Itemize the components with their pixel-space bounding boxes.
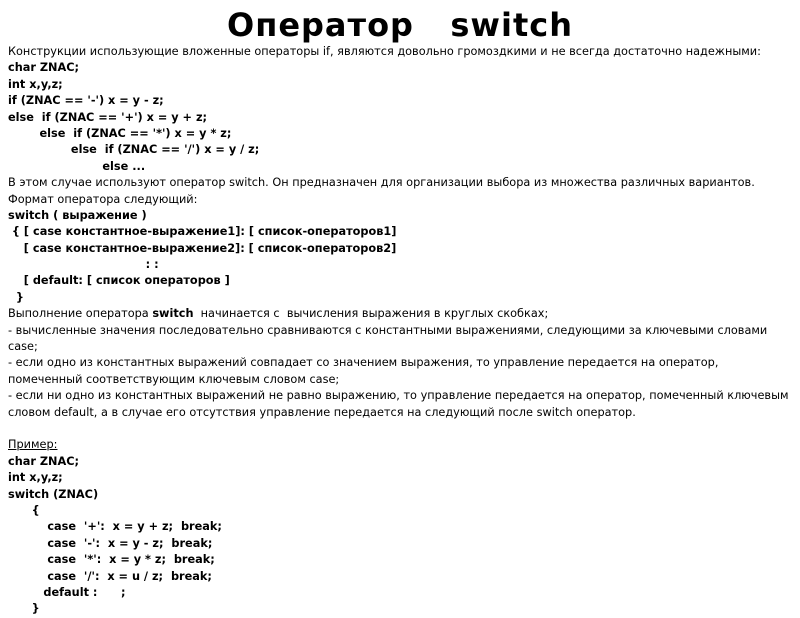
code-line: case '+': x = y + z; break;: [8, 520, 222, 534]
code-line: else if (ZNAC == '*') x = y * z;: [8, 126, 232, 140]
code-line: case '/': x = u / z; break;: [8, 569, 212, 583]
code-line: default : ;: [8, 585, 126, 599]
code-line: switch (ZNAC): [8, 487, 99, 501]
code-line: case '-': x = y - z; break;: [8, 536, 213, 550]
code-line: }: [8, 602, 40, 616]
code-line: else if (ZNAC == '/') x = y / z;: [8, 143, 260, 157]
syntax-line: : :: [8, 258, 159, 272]
nested-if-code: [8, 60, 794, 175]
syntax-line: [ case константное-выражение2]: [ список-операторов2]: [8, 241, 397, 255]
switch-syntax: [8, 208, 794, 306]
syntax-line: }: [8, 290, 24, 304]
syntax-line: [ default: [ список операторов ]: [8, 274, 230, 288]
switch-intro-text: В этом случае используют оператор switch. Он предназначен для организации выбора из множества различных вариантов.: [8, 176, 755, 190]
code-line: else if (ZNAC == '+') x = y + z;: [8, 110, 208, 124]
code-line: char ZNAC;: [8, 454, 80, 468]
code-line: if (ZNAC == '-') x = y - z;: [8, 94, 164, 108]
exec-keyword: switch: [152, 307, 194, 321]
intro-text: Конструкции использующие вложенные операторы if, являются довольно громоздкими и не всегда достаточно надежными:: [8, 45, 761, 58]
bullet-item: - если ни одно из константных выражений не равно выражению, то управление передается на оператор, помеченный ключевым словом default, а в случае его отсутствия управление передается на следующий после switch оператор.: [8, 389, 789, 419]
slide-title: Оператор switch: [227, 6, 573, 44]
syntax-line: switch ( выражение ): [8, 208, 147, 222]
code-line: case '*': x = y * z; break;: [8, 553, 215, 567]
exec-prefix: Выполнение оператора: [8, 307, 153, 321]
execution-description: [8, 306, 794, 322]
code-line: {: [8, 504, 40, 518]
code-line: int x,y,z;: [8, 77, 63, 91]
code-line: char ZNAC;: [8, 61, 80, 75]
spacer: [8, 421, 794, 437]
exec-suffix: начинается с вычисления выражения в круглых скобках;: [193, 307, 549, 321]
slide-body: [8, 44, 794, 618]
syntax-line: { [ case константное-выражение1]: [ список-операторов1]: [8, 225, 397, 239]
bullet-item: - если одно из константных выражений совпадает со значением выражения, то управление передается на оператор, помеченный соответствующим ключевым словом case;: [8, 356, 719, 386]
code-line: else ...: [8, 159, 146, 173]
example-code: [8, 454, 794, 618]
example-label: Пример:: [8, 438, 58, 452]
code-line: int x,y,z;: [8, 471, 63, 485]
format-label: Формат оператора следующий:: [8, 192, 198, 206]
bullet-item: - вычисленные значения последовательно сравниваются с константными выражениями, следующими за ключевыми словами case;: [8, 323, 768, 354]
